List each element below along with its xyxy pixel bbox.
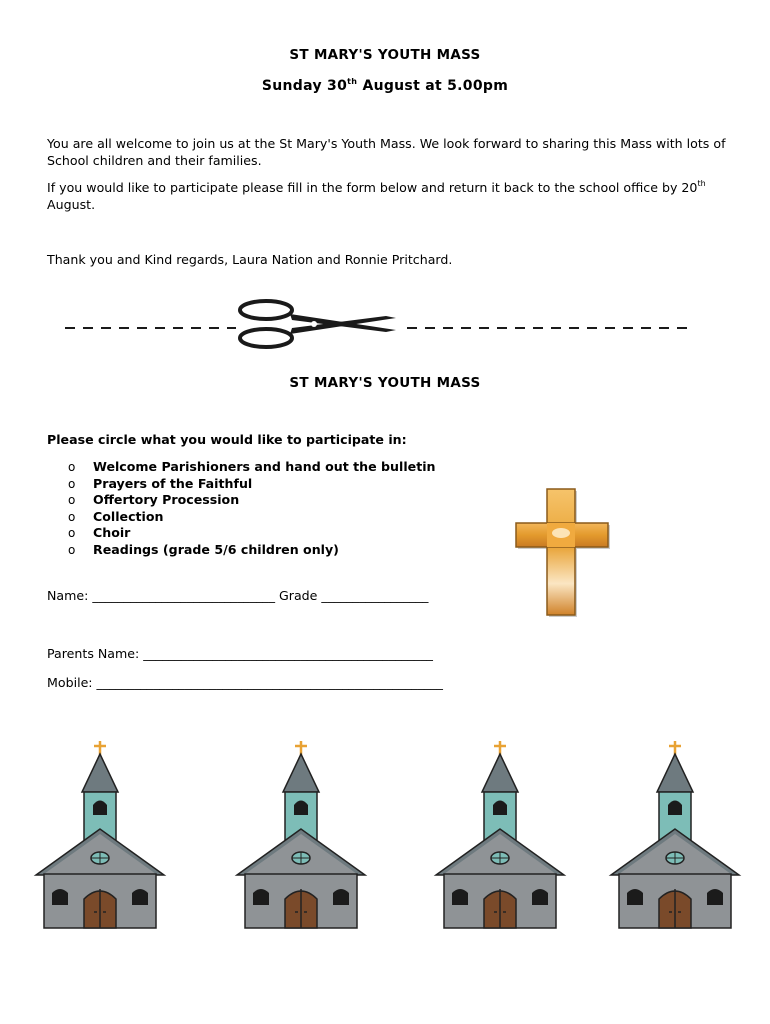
option-item[interactable] xyxy=(68,525,436,542)
event-date: Sunday 30th August at 5.00pm xyxy=(261,77,509,94)
bullet: o xyxy=(68,460,76,474)
option-label: Welcome Parishioners and hand out the bulletin xyxy=(93,459,436,474)
bullet: o xyxy=(68,526,76,540)
intro-paragraph: You are all welcome to join us at the St Mary's Youth Mass. We look forward to sharing this Mass with lots of School children and their families. xyxy=(47,136,726,168)
church-icon xyxy=(231,737,371,932)
option-item[interactable] xyxy=(68,492,436,509)
option-label: Offertory Procession xyxy=(93,492,240,507)
form-title: ST MARY'S YOUTH MASS xyxy=(289,375,481,391)
option-item[interactable] xyxy=(68,459,436,476)
option-label: Choir xyxy=(93,525,131,540)
scissors-icon xyxy=(236,296,406,354)
option-label: Prayers of the Faithful xyxy=(93,475,253,491)
bullet: o xyxy=(68,509,76,524)
bullet: o xyxy=(68,493,76,507)
church-icon xyxy=(430,737,570,932)
option-item[interactable] xyxy=(68,542,436,559)
cross-icon xyxy=(512,487,612,619)
church-icon xyxy=(605,737,745,932)
option-item[interactable] xyxy=(68,509,436,526)
option-item[interactable] xyxy=(68,476,436,493)
bullet: o xyxy=(68,542,76,557)
option-label: Readings (grade 5/6 children only) xyxy=(93,541,339,557)
bullet: o xyxy=(68,476,76,491)
participation-options xyxy=(68,459,436,558)
parents-name-field[interactable]: Parents Name: ______________________________________________ xyxy=(47,646,433,661)
page-title: ST MARY'S YOUTH MASS xyxy=(289,47,481,63)
name-grade-field[interactable]: Name: _____________________________ Grade _________________ xyxy=(47,588,429,603)
option-label: Collection xyxy=(93,508,164,524)
participation-prompt: Please circle what you would like to participate in: xyxy=(47,432,407,447)
mobile-field[interactable]: Mobile: _______________________________________________________ xyxy=(47,675,443,690)
church-icon xyxy=(30,737,170,932)
participate-paragraph: If you would like to participate please fill in the form below and return it back to the school office by 20th August. xyxy=(47,179,706,212)
thanks-line: Thank you and Kind regards, Laura Nation and Ronnie Pritchard. xyxy=(47,252,453,267)
